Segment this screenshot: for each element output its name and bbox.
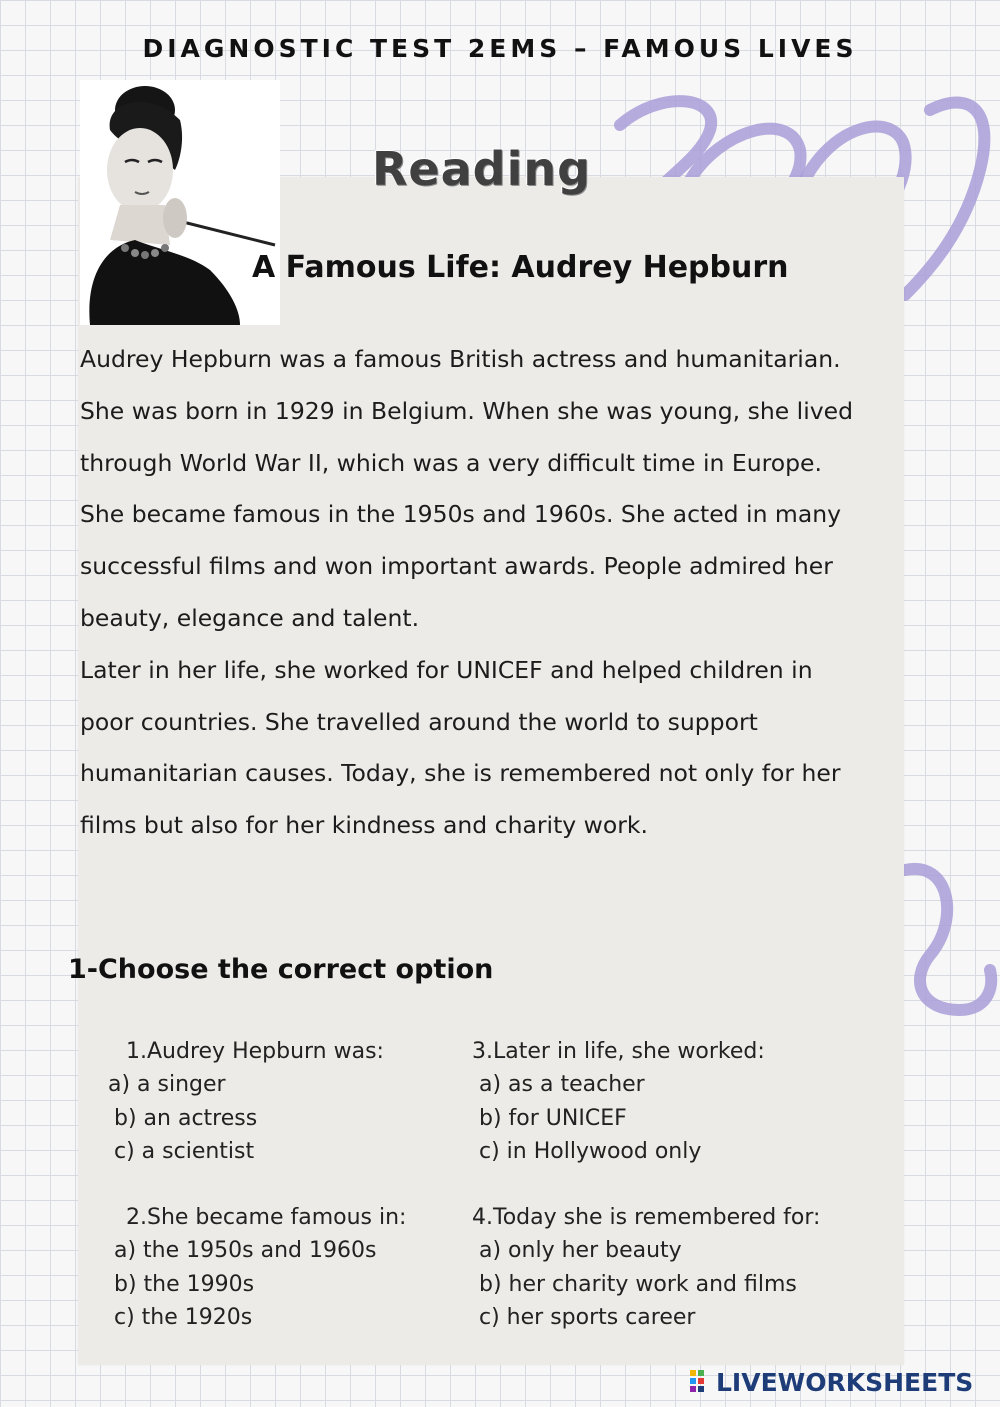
question-prompt: Audrey Hepburn was:: [147, 1039, 384, 1064]
passage-line: successful films and won important awards. People admired her: [80, 552, 833, 581]
liveworksheets-logo-icon: [690, 1370, 712, 1394]
answer-option[interactable]: c) her sports career: [479, 1305, 696, 1331]
liveworksheets-logo[interactable]: [690, 1366, 973, 1398]
worksheet-title: DIAGNOSTIC TEST 2EMS – FAMOUS LIVES: [142, 34, 858, 63]
passage-line: She was born in 1929 in Belgium. When she was young, she lived: [80, 396, 854, 425]
passage-line: beauty, elegance and talent.: [80, 603, 420, 632]
scribble-right: [890, 860, 1000, 1040]
passage-line: Later in her life, she worked for UNICEF and helped children in: [80, 655, 813, 684]
answer-option[interactable]: c) the 1920s: [114, 1305, 253, 1331]
answer-option[interactable]: a) the 1950s and 1960s: [114, 1238, 377, 1264]
question-prompt: Today she is remembered for:: [493, 1205, 821, 1230]
question-2: [114, 1201, 406, 1335]
audrey-hepburn-portrait: [80, 80, 280, 325]
question-prompt: Later in life, she worked:: [493, 1039, 765, 1064]
story-title: A Famous Life: Audrey Hepburn: [252, 250, 789, 285]
answer-option[interactable]: b) the 1990s: [114, 1271, 255, 1297]
answer-option[interactable]: a) as a teacher: [479, 1072, 645, 1098]
question-3: [472, 1035, 765, 1169]
passage-line: Audrey Hepburn was a famous British actress and humanitarian.: [80, 345, 841, 373]
answer-option[interactable]: b) for UNICEF: [479, 1105, 627, 1131]
answer-option[interactable]: a) a singer: [108, 1072, 226, 1098]
question-number: 4.: [472, 1205, 493, 1230]
answer-option[interactable]: c) a scientist: [114, 1139, 255, 1165]
question-number: 2.: [126, 1205, 147, 1230]
passage-line: films but also for her kindness and charity work.: [80, 811, 648, 840]
question-4: [472, 1201, 820, 1335]
question-number: 3.: [472, 1039, 493, 1064]
question-1: [108, 1035, 384, 1169]
answer-option[interactable]: b) an actress: [114, 1105, 258, 1131]
logo-text: LIVEWORKSHEETS: [716, 1367, 974, 1397]
answer-option[interactable]: a) only her beauty: [479, 1238, 682, 1264]
passage-line: She became famous in the 1950s and 1960s. She acted in many: [80, 500, 842, 529]
answer-option[interactable]: b) her charity work and films: [479, 1271, 797, 1297]
passage-line: poor countries. She travelled around the world to support: [80, 707, 758, 736]
exercise-heading: 1-Choose the correct option: [68, 954, 494, 985]
section-label: Reading: [372, 142, 592, 196]
question-prompt: She became famous in:: [147, 1205, 407, 1230]
passage-line: through World War II, which was a very difficult time in Europe.: [80, 448, 822, 477]
answer-option[interactable]: c) in Hollywood only: [479, 1139, 702, 1165]
question-number: 1.: [126, 1039, 147, 1064]
reading-passage: [80, 334, 920, 852]
passage-line: humanitarian causes. Today, she is remembered not only for her: [80, 759, 841, 788]
